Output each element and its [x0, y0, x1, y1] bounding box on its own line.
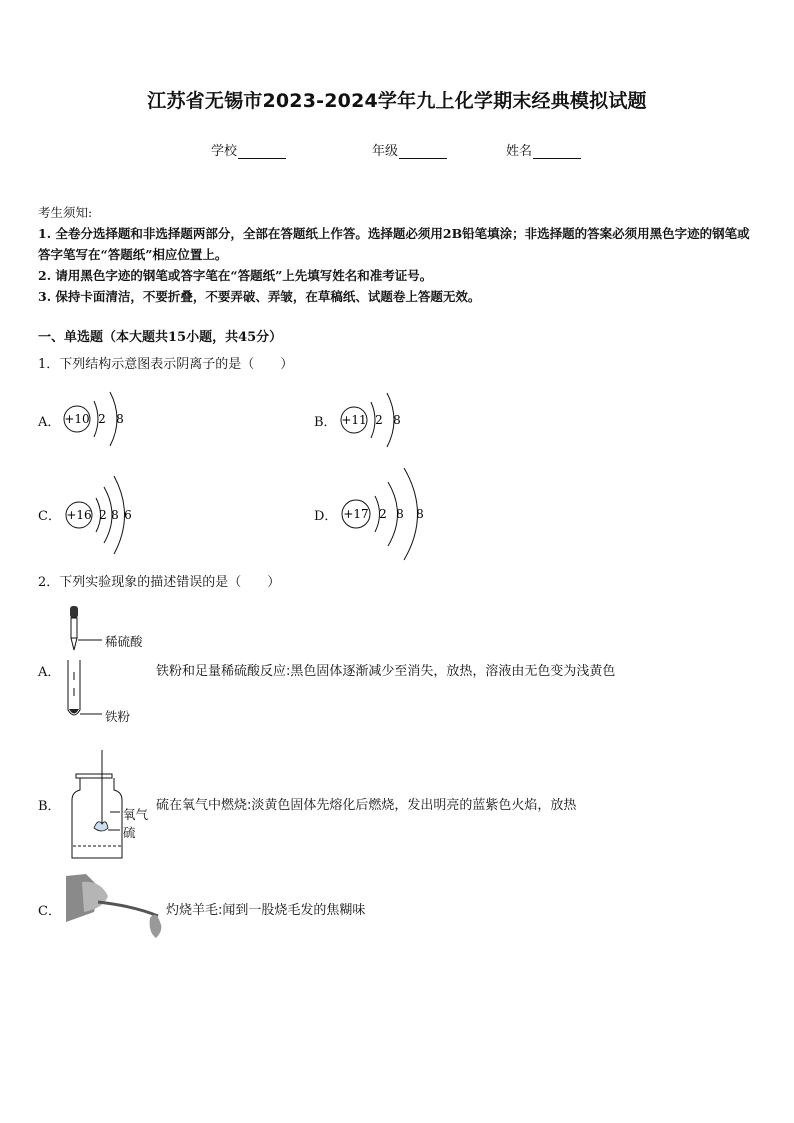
shell-electron-count: 8: [416, 507, 424, 521]
dilute-sulfuric-acid-label: 稀硫酸: [105, 634, 143, 649]
gas-bottle-illustration: [66, 748, 130, 864]
q2-option-b-letter: B．: [38, 799, 61, 814]
q1-option-b-diagram: [334, 386, 414, 456]
grade-blank: [399, 146, 447, 159]
shell-electron-count: 2: [99, 508, 107, 522]
q1-option-b-letter: B．: [314, 415, 337, 430]
q2-option-a-letter: A．: [38, 665, 61, 680]
shell-electron-count: 2: [98, 412, 106, 426]
nucleus-charge: +17: [343, 507, 369, 521]
notes-heading: 考生须知:: [38, 205, 93, 220]
flame: [94, 822, 108, 831]
grade-field: [372, 140, 447, 159]
q1-option-a-letter: A．: [38, 415, 61, 430]
bottle-lid: [76, 774, 112, 778]
q2-option-b-text: 硫在氧气中燃烧:淡黄色固体先熔化后燃烧，发出明亮的蓝紫色火焰，放热: [156, 798, 577, 813]
burning-wool-illustration: [64, 872, 168, 944]
name-label: 姓名: [506, 144, 533, 159]
note-item-1: 1. 全卷分选择题和非选择题两部分，全部在答题纸上作答。选择题必须用2B铅笔填涂；非选择题的答案必须用黑色字迹的钢笔或答字笔写在“答题纸”相应位置上。: [38, 226, 750, 262]
dropper-and-test-tube-illustration: [58, 604, 108, 726]
q1-option-c-letter: C．: [38, 509, 61, 524]
shell-electron-count: 8: [396, 507, 404, 521]
shell-electron-count: 6: [124, 508, 132, 522]
q1-option-d-diagram: [334, 462, 434, 566]
fingers-image: [82, 882, 108, 912]
shell-electron-count: 8: [111, 508, 119, 522]
school-blank: [238, 146, 286, 159]
test-tube: [68, 660, 80, 715]
nucleus-charge: +16: [66, 508, 92, 522]
oxygen-label: 氧气: [123, 807, 149, 822]
q2-option-a-text: 铁粉和足量稀硫酸反应:黑色固体逐渐减少至消失，放热，溶液由无色变为浅黄色: [156, 664, 616, 679]
q1-option-a-diagram: [58, 384, 138, 454]
iron-powder-label: 铁粉: [105, 709, 131, 724]
dropper-body: [71, 618, 77, 638]
nucleus-charge: +11: [341, 413, 367, 427]
q1-option-d-letter: D．: [314, 509, 338, 524]
note-item-2: 2. 请用黑色字迹的钢笔或答字笔在“答题纸”上先填写姓名和准考证号。: [38, 268, 433, 283]
sulfur-label: 硫: [123, 825, 136, 840]
school-field: [211, 140, 286, 159]
shell-electron-count: 8: [393, 413, 401, 427]
note-item-3: 3. 保持卡面清洁，不要折叠，不要弄破、弄皱，在草稿纸、试题卷上答题无效。: [38, 289, 481, 304]
dropper-bulb: [70, 606, 78, 618]
q2-option-c-letter: C．: [38, 904, 61, 919]
nucleus-charge: +10: [64, 412, 90, 426]
shell-electron-count: 8: [116, 412, 124, 426]
grade-label: 年级: [372, 144, 399, 159]
shell-electron-count: 2: [375, 413, 383, 427]
shell-electron-count: 2: [379, 507, 387, 521]
q1-option-c-diagram: [58, 470, 148, 562]
exam-notes: [38, 202, 760, 307]
name-field: [506, 140, 581, 159]
section-heading: 一、单选题（本大题共15小题，共45分）: [38, 330, 283, 345]
page-title: 江苏省无锡市2023-2024学年九上化学期末经典模拟试题: [147, 90, 647, 112]
tongs-image: [98, 902, 158, 916]
question-1-stem: 1．下列结构示意图表示阴离子的是（ ）: [38, 357, 294, 372]
q2-option-c-text: 灼烧羊毛:闻到一股烧毛发的焦糊味: [166, 903, 366, 918]
school-label: 学校: [211, 144, 238, 159]
question-2-stem: 2．下列实验现象的描述错误的是（ ）: [38, 575, 281, 590]
wool-sample: [150, 915, 162, 938]
name-blank: [533, 146, 581, 159]
dropper-tip: [71, 638, 77, 650]
